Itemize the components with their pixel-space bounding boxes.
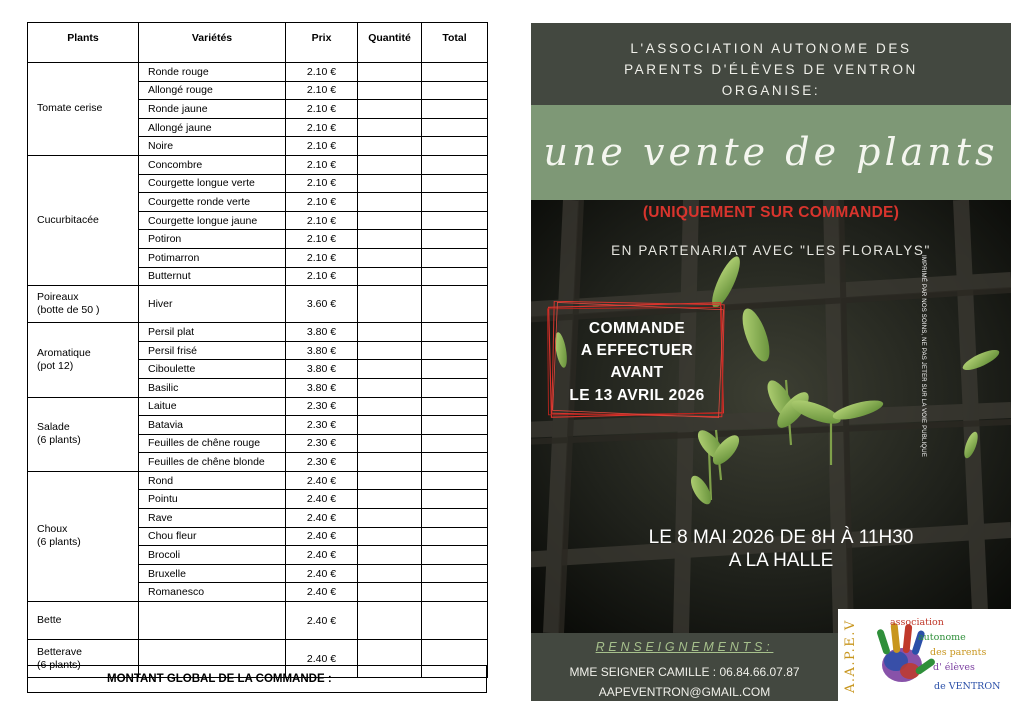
price-cell: 2.30 € (286, 453, 358, 472)
price-cell: 2.10 € (286, 267, 358, 286)
contact-phone: MME SEIGNER CAMILLE : 06.84.66.07.87 (569, 665, 800, 679)
price-cell: 2.30 € (286, 397, 358, 416)
quantity-cell[interactable] (358, 286, 422, 323)
price-cell: 2.40 € (286, 471, 358, 490)
price-cell: 2.10 € (286, 230, 358, 249)
quantity-cell[interactable] (358, 230, 422, 249)
price-cell: 3.80 € (286, 341, 358, 360)
price-cell: 3.80 € (286, 360, 358, 379)
total-cell[interactable] (422, 230, 488, 249)
plant-category: Cucurbitacée (28, 155, 139, 285)
variety-cell: Concombre (139, 155, 286, 174)
deadline-line-2: A EFFECTUER (580, 342, 694, 359)
quantity-cell[interactable] (358, 211, 422, 230)
quantity-cell[interactable] (358, 397, 422, 416)
quantity-cell[interactable] (358, 137, 422, 156)
aapev-logo (838, 609, 1011, 701)
price-cell: 2.10 € (286, 63, 358, 82)
variety-cell: Romanesco (139, 583, 286, 602)
total-cell[interactable] (422, 527, 488, 546)
price-cell: 2.40 € (286, 602, 358, 640)
total-cell[interactable] (422, 100, 488, 119)
logo-word-4: d' élèves (933, 662, 975, 673)
variety-cell: Basilic (139, 378, 286, 397)
price-cell: 2.10 € (286, 248, 358, 267)
total-cell[interactable] (422, 211, 488, 230)
price-cell: 2.40 € (286, 490, 358, 509)
deadline-line-1: COMMANDE (588, 320, 686, 337)
price-cell: 2.40 € (286, 527, 358, 546)
table-row (28, 397, 488, 416)
price-cell: 3.80 € (286, 323, 358, 342)
price-cell: 2.40 € (286, 564, 358, 583)
price-cell: 2.10 € (286, 100, 358, 119)
variety-cell: Potimarron (139, 248, 286, 267)
total-cell[interactable] (422, 602, 488, 640)
header-varietes: Variétés (139, 23, 286, 63)
table-row (28, 323, 488, 342)
quantity-cell[interactable] (358, 434, 422, 453)
info-heading: RENSEIGNEMENTS: (595, 640, 774, 654)
variety-cell: Courgette longue verte (139, 174, 286, 193)
quantity-cell[interactable] (358, 509, 422, 528)
variety-cell: Courgette longue jaune (139, 211, 286, 230)
total-cell[interactable] (422, 564, 488, 583)
variety-cell: Persil frisé (139, 341, 286, 360)
total-cell[interactable] (422, 453, 488, 472)
header-quantite: Quantité (358, 23, 422, 63)
logo-word-5: de VENTRON (934, 681, 1001, 692)
plant-category: Aromatique (pot 12) (28, 323, 139, 397)
variety-cell: Feuilles de chêne blonde (139, 453, 286, 472)
table-row (28, 63, 488, 82)
variety-cell: Feuilles de chêne rouge (139, 434, 286, 453)
total-cell[interactable] (422, 509, 488, 528)
plant-category: Salade (6 plants) (28, 397, 139, 471)
total-cell[interactable] (422, 81, 488, 100)
variety-cell: Allongé rouge (139, 81, 286, 100)
variety-cell: Batavia (139, 416, 286, 435)
total-cell[interactable] (422, 490, 488, 509)
quantity-cell[interactable] (358, 490, 422, 509)
total-cell[interactable] (422, 360, 488, 379)
quantity-cell[interactable] (358, 323, 422, 342)
deadline-line-3: AVANT (610, 364, 664, 381)
variety-cell: Butternut (139, 267, 286, 286)
order-deadline-box (547, 301, 727, 419)
variety-cell: Noire (139, 137, 286, 156)
quantity-cell[interactable] (358, 267, 422, 286)
quantity-cell[interactable] (358, 360, 422, 379)
plant-category: Betterave (6 plants) (28, 640, 139, 678)
variety-cell: Rond (139, 471, 286, 490)
price-cell: 3.60 € (286, 286, 358, 323)
deadline-line-4: LE 13 AVRIL 2026 (569, 387, 705, 404)
total-cell[interactable] (422, 193, 488, 212)
table-row (28, 286, 488, 323)
partner-line: EN PARTENARIAT AVEC "LES FLORALYS" (611, 243, 931, 258)
global-amount-box (27, 665, 487, 693)
variety-cell: Ronde jaune (139, 100, 286, 119)
variety-cell: Rave (139, 509, 286, 528)
organizer-line-2: PARENTS D'ÉLÈVES DE VENTRON (624, 62, 918, 77)
quantity-cell[interactable] (358, 63, 422, 82)
quantity-cell[interactable] (358, 583, 422, 602)
total-cell[interactable] (422, 583, 488, 602)
total-cell[interactable] (422, 341, 488, 360)
quantity-cell[interactable] (358, 100, 422, 119)
total-cell[interactable] (422, 546, 488, 565)
quantity-cell[interactable] (358, 416, 422, 435)
price-cell: 2.40 € (286, 509, 358, 528)
variety-cell: Pointu (139, 490, 286, 509)
quantity-cell[interactable] (358, 81, 422, 100)
price-cell: 2.10 € (286, 155, 358, 174)
total-cell[interactable] (422, 155, 488, 174)
price-cell: 2.10 € (286, 81, 358, 100)
logo-word-1: association (890, 617, 944, 628)
quantity-cell[interactable] (358, 174, 422, 193)
price-cell: 2.30 € (286, 416, 358, 435)
table-body (28, 63, 488, 678)
table-header-row (28, 23, 488, 63)
logo-word-3: des parents (930, 647, 987, 658)
quantity-cell[interactable] (358, 378, 422, 397)
total-cell[interactable] (422, 323, 488, 342)
price-cell: 2.40 € (286, 546, 358, 565)
price-cell: 2.10 € (286, 211, 358, 230)
price-cell: 2.10 € (286, 174, 358, 193)
total-cell[interactable] (422, 286, 488, 323)
organizer-line-3: ORGANISE: (721, 83, 821, 98)
event-place: A LA HALLE (728, 550, 834, 571)
total-cell[interactable] (422, 416, 488, 435)
variety-cell: Ciboulette (139, 360, 286, 379)
price-cell: 2.40 € (286, 583, 358, 602)
total-cell[interactable] (422, 397, 488, 416)
global-amount-label: MONTANT GLOBAL DE LA COMMANDE : (107, 673, 332, 685)
table-row (28, 471, 488, 490)
organizer-line-1: L'ASSOCIATION AUTONOME DES (630, 41, 912, 56)
total-cell[interactable] (422, 378, 488, 397)
plant-category: Tomate cerise (28, 63, 139, 156)
price-cell: 2.40 € (286, 640, 358, 678)
quantity-cell[interactable] (358, 564, 422, 583)
quantity-cell[interactable] (358, 341, 422, 360)
table-row (28, 155, 488, 174)
total-cell[interactable] (422, 434, 488, 453)
order-table (27, 22, 488, 678)
quantity-cell[interactable] (358, 546, 422, 565)
plant-category: Bette (28, 602, 139, 640)
total-cell[interactable] (422, 471, 488, 490)
total-cell[interactable] (422, 63, 488, 82)
total-cell[interactable] (422, 267, 488, 286)
variety-cell: Ronde rouge (139, 63, 286, 82)
header-total: Total (422, 23, 488, 63)
variety-cell: Brocoli (139, 546, 286, 565)
header-prix: Prix (286, 23, 358, 63)
variety-cell: Courgette ronde verte (139, 193, 286, 212)
variety-cell: Persil plat (139, 323, 286, 342)
price-cell: 2.10 € (286, 193, 358, 212)
variety-cell: Chou fleur (139, 527, 286, 546)
quantity-cell[interactable] (358, 193, 422, 212)
flyer-title: une vente de plants (543, 130, 999, 174)
price-cell: 2.30 € (286, 434, 358, 453)
quantity-cell[interactable] (358, 248, 422, 267)
contact-email: AAPEVENTRON@GMAIL.COM (598, 685, 771, 699)
total-cell[interactable] (422, 248, 488, 267)
quantity-cell[interactable] (358, 471, 422, 490)
variety-cell: Laitue (139, 397, 286, 416)
variety-cell: Potiron (139, 230, 286, 249)
price-cell: 2.10 € (286, 137, 358, 156)
logo-acronym: A.A.P.E.V (843, 619, 858, 693)
plant-category: Poireaux (botte de 50 ) (28, 286, 139, 323)
flyer (531, 23, 1011, 701)
table-row (28, 602, 488, 640)
logo-word-2: autonome (918, 632, 966, 643)
event-date: LE 8 MAI 2026 DE 8H À 11H30 (648, 527, 914, 548)
header-plants: Plants (28, 23, 139, 63)
plant-category: Choux (6 plants) (28, 471, 139, 601)
variety-cell: Hiver (139, 286, 286, 323)
quantity-cell[interactable] (358, 602, 422, 640)
print-note: IMPRIMÉ PAR NOS SOINS, NE PAS JETER SUR LA VOIE PUBLIQUE (920, 255, 926, 458)
quantity-cell[interactable] (358, 118, 422, 137)
title-band (531, 105, 1011, 200)
quantity-cell[interactable] (358, 527, 422, 546)
total-cell[interactable] (422, 174, 488, 193)
total-cell[interactable] (422, 118, 488, 137)
quantity-cell[interactable] (358, 155, 422, 174)
price-cell: 2.10 € (286, 118, 358, 137)
variety-cell: Allongé jaune (139, 118, 286, 137)
price-cell: 3.80 € (286, 378, 358, 397)
variety-cell (139, 602, 286, 640)
info-panel (531, 633, 838, 701)
order-only-notice: (UNIQUEMENT SUR COMMANDE) (642, 204, 900, 221)
total-cell[interactable] (422, 137, 488, 156)
variety-cell: Bruxelle (139, 564, 286, 583)
quantity-cell[interactable] (358, 453, 422, 472)
